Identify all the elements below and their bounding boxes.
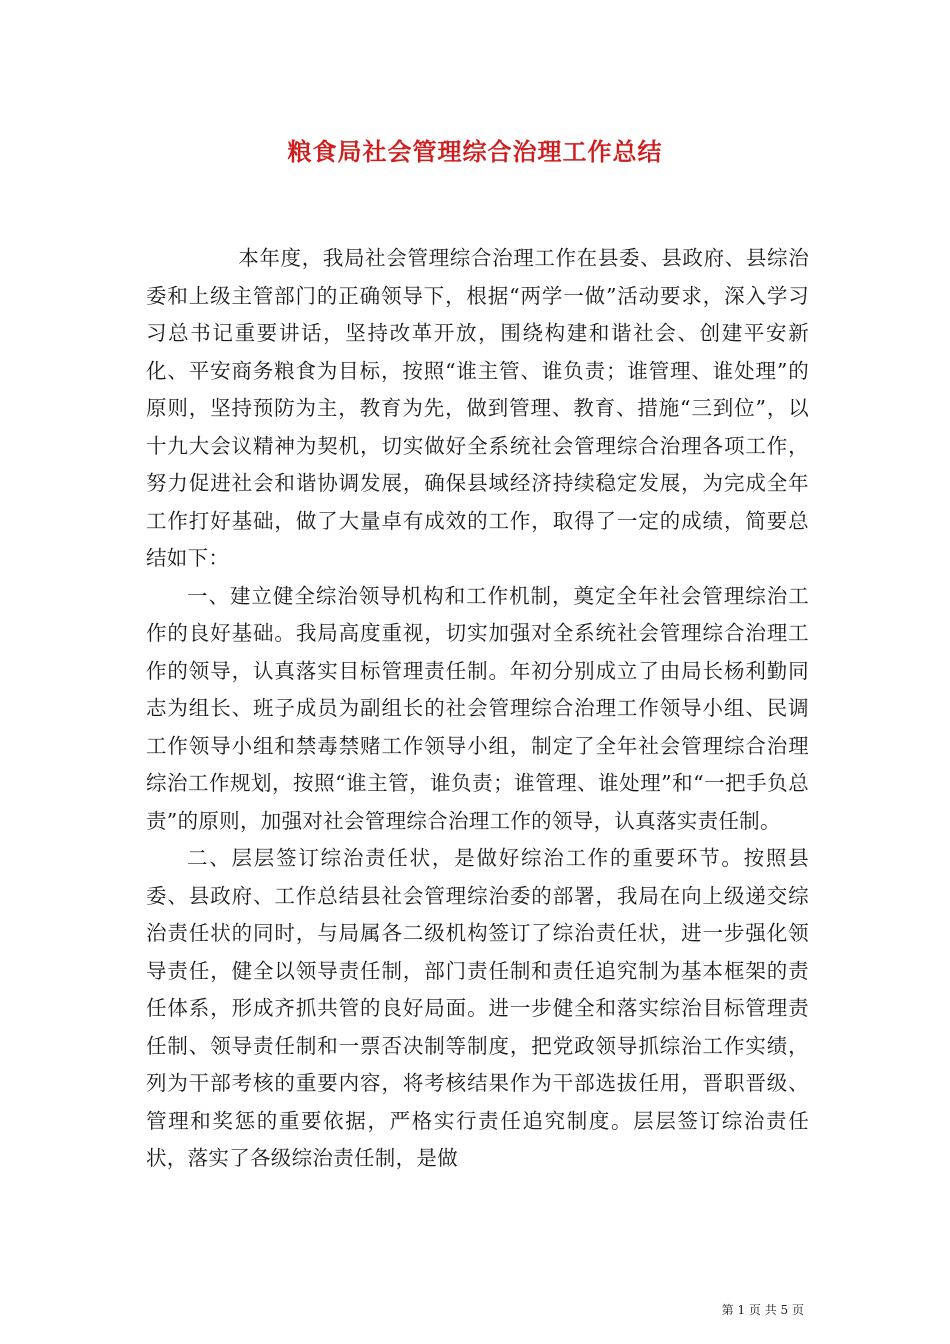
document-title: 粮食局社会管理综合治理工作总结 [287, 137, 663, 166]
paragraph-intro: 本年度，我局社会管理综合治理工作在县委、县政府、县综治委和上级主管部门的正确领导下，根据“两学一做”活动要求，深入学习习总书记重要讲话，坚持改革开放，围绕构建和谐社会、创建平安新化、平安商务粮食为目标，按照“谁主管、谁负责；谁管理、谁处理”的原则，坚持预防为主，教育为先，做到管理、教育、措施“三到位”，以十九大会议精神为契机，切实做好全系统社会管理综合治理各项工作，努力促进社会和谐协调发展，确保县域经济持续稳定发展，为完成全年工作打好基础，做了大量卓有成效的工作，取得了一定的成绩，简要总结如下： [146, 246, 809, 570]
paragraph-section-2: 二、层层签订综治责任状，是做好综治工作的重要环节。按照县委、县政府、工作总结县社会管理综治委的部署，我局在向上级递交综治责任状的同时，与局属各二级机构签订了综治责任状，进一步强化领导责任，健全以领导责任制，部门责任制和责任追究制为基本框架的责任体系，形成齐抓共管的良好局面。进一步健全和落实综治目标管理责任制、领导责任制和一票否决制等制度，把党政领导抓综治工作实绩，列为干部考核的重要内容，将考核结果作为干部选拔任用，晋职晋级、管理和奖惩的重要依据，严格实行责任追究制度。层层签订综治责任状，落实了各级综治责任制，是做 [146, 846, 809, 1170]
paragraph-section-1: 一、建立健全综治领导机构和工作机制，奠定全年社会管理综治工作的良好基础。我局高度重视，切实加强对全系统社会管理综合治理工作的领导，认真落实目标管理责任制。年初分别成立了由局长杨利勤同志为组长、班子成员为副组长的社会管理综合治理工作领导小组、民调工作领导小组和禁毒禁赌工作领导小组，制定了全年社会管理综合治理综治工作规划，按照“谁主管，谁负责；谁管理、谁处理”和“一把手负总责”的原则，加强对社会管理综合治理工作的领导，认真落实责任制。 [146, 583, 809, 833]
page-number: 第 1 页 共 5 页 [721, 1303, 804, 1317]
document-body [146, 240, 809, 1178]
